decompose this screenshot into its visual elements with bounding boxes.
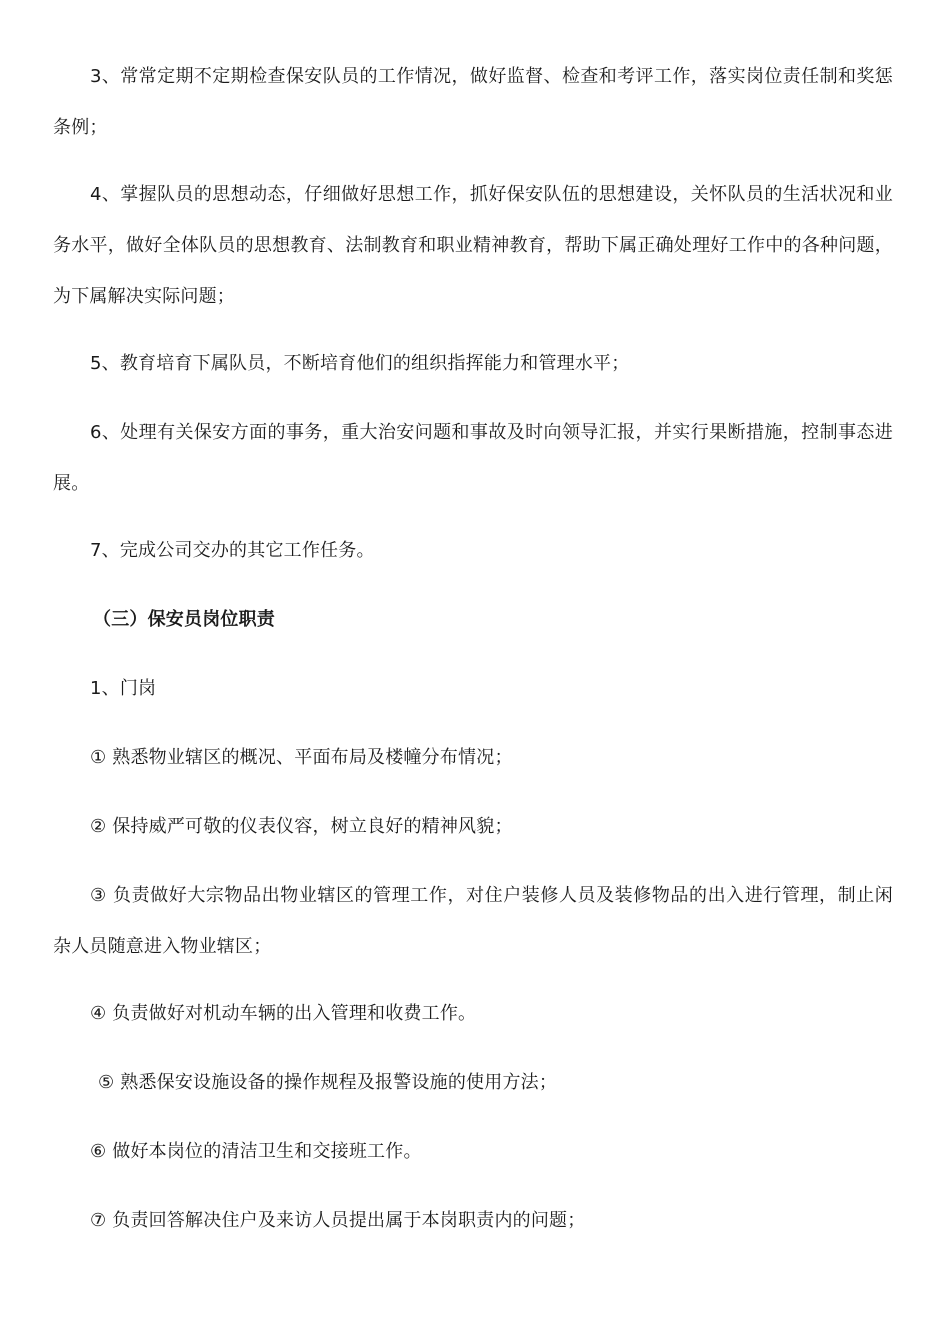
paragraph-item-4: 4、掌握队员的思想动态，仔细做好思想工作，抓好保安队伍的思想建设，关怀队员的生活状况和业务水平，做好全体队员的思想教育、法制教育和职业精神教育，帮助下属正确处理好工作中的各种问题，为下属解决实际问题； bbox=[53, 184, 893, 307]
section-heading: （三）保安员岗位职责 bbox=[93, 609, 275, 630]
paragraph-item-5: 5、教育培育下属队员，不断培育他们的组织指挥能力和管理水平； bbox=[90, 353, 630, 374]
duty-item-1: ① 熟悉物业辖区的概况、平面布局及楼幢分布情况； bbox=[90, 747, 513, 768]
duty-item-5: ⑤ 熟悉保安设施设备的操作规程及报警设施的使用方法； bbox=[98, 1072, 558, 1093]
paragraph-item-3: 3、常常定期不定期检查保安队员的工作情况，做好监督、检查和考评工作，落实岗位责任制和奖惩条例； bbox=[53, 66, 893, 138]
duty-item-4: ④ 负责做好对机动车辆的出入管理和收费工作。 bbox=[90, 1003, 477, 1024]
duty-item-6: ⑥ 做好本岗位的清洁卫生和交接班工作。 bbox=[90, 1141, 422, 1162]
duty-item-3: ③ 负责做好大宗物品出物业辖区的管理工作，对住户装修人员及装修物品的出入进行管理，制止闲杂人员随意进入物业辖区； bbox=[53, 885, 893, 957]
paragraph-item-7: 7、完成公司交办的其它工作任务。 bbox=[90, 540, 375, 561]
duty-item-7: ⑦ 负责回答解决住户及来访人员提出属于本岗职责内的问题； bbox=[90, 1210, 586, 1231]
paragraph-item-6: 6、处理有关保安方面的事务，重大治安问题和事故及时向领导汇报，并实行果断措施，控制事态进展。 bbox=[53, 422, 893, 494]
duty-item-2: ② 保持威严可敬的仪表仪容，树立良好的精神风貌； bbox=[90, 816, 513, 837]
subsection-title: 1、门岗 bbox=[90, 678, 157, 699]
